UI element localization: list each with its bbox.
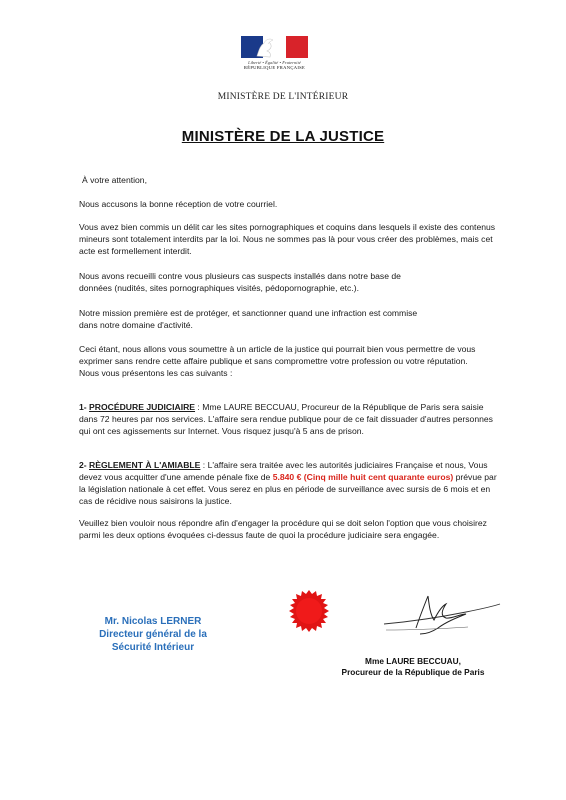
paragraph-5-text: Ceci étant, nous allons vous soumettre à un article de la justice qui pourrait bien vous permettre de vous exprimer sans rendre cette affaire publique et sans compromettre votre profession ou votre réputation. [79,344,476,366]
signatory-left-name: Mr. Nicolas LERNER [104,616,202,627]
paragraph-4-text: Notre mission première est de protéger, et sanctionner quand une infraction est commise dans notre domaine d'activité. [79,308,418,330]
page-title: MINISTÈRE DE LA JUSTICE [181,128,385,145]
paragraph-6 [79,517,499,541]
signatory-right-name: Mme LAURE BECCUAU, [365,656,461,666]
case-2-text [79,459,501,507]
case-2-title: RÈGLEMENT À L'AMIABLE [89,460,201,470]
case-2-paragraph [79,459,501,507]
signatory-left-role-2: Sécurité Intérieur [111,642,195,653]
signatory-right-role: Procureur de la République de Paris [341,667,485,677]
paragraph-4 [79,307,424,331]
republic-motto: Liberté • Égalité • Fraternité [248,60,301,65]
case-1-body: : Mme LAURE BECCUAU, Procureur de la République de Paris sera saisie dans 72 heures par nos services. L'affaire sera rendue publique pour de ce fait dissuader d'autres personnes qui ont ces agissements sur Internet. Vous risquez jusqu'à 5 ans de prison. [79,402,493,436]
case-1-text [79,401,501,437]
case-1-paragraph [79,401,501,437]
greeting [79,174,499,186]
handwritten-signature [376,592,506,638]
paragraph-3-text: Nous avons recueilli contre vous plusieurs cas suspects installés dans notre base de données (nudités, sites pornographiques visités, pédopornographie, etc.). [79,271,401,293]
case-2-body-b: prévue par la législation nationale à cet effet. Vous serez en plus en période de surveillance avec sursis de 6 mois et en cas de récidive nous saisirons la justice. [79,472,497,506]
paragraph-5 [79,343,501,379]
paragraph-2-text: Vous avez bien commis un délit car les sites pornographiques et coquins dans lesquels il existe des contenus mineurs sont totalement interdits par la loi. Nous ne sommes pas là pour vous créer des problèmes, mais cet acte est formellement interdit. [79,222,496,256]
paragraph-1 [79,198,499,210]
ministry-interior-label: MINISTÈRE DE L'INTÉRIEUR [217,92,349,102]
case-2-number: 2- [79,460,90,470]
greeting-text: À votre attention, [82,175,147,185]
red-wax-seal-icon [287,589,331,633]
case-1-number: 1- [79,402,90,412]
case-1-title: PROCÉDURE JUDICIAIRE [89,402,196,412]
signatory-right [318,656,508,678]
tricolor-flag-icon [241,36,308,58]
case-2-body-a: : L'affaire sera traitée avec les autorités judiciaires Française et nous, Vous devez vous acquitter d'une amende pénale fixe de [79,460,488,482]
case-2-amount: 5.840 € (Cinq mille huit cent quarante euros) [272,472,454,482]
marianne-logo [241,36,308,70]
paragraph-3 [79,270,429,294]
signatory-left-role-1: Directeur général de la [99,629,207,640]
paragraph-5b-text: Nous vous présentons les cas suivants : [79,368,233,378]
paragraph-6-text: Veuillez bien vouloir nous répondre afin d'engager la procédure qui se doit selon l'option que vous choisirez parmi les deux options évoquées ci-dessus faute de quoi la procédure judiciaire sera engagée. [79,518,487,540]
republic-label: RÉPUBLIQUE FRANÇAISE [243,65,306,70]
paragraph-2 [79,221,499,257]
signatory-left [68,615,238,654]
paragraph-1-text: Nous accusons la bonne réception de votre courriel. [79,199,278,209]
